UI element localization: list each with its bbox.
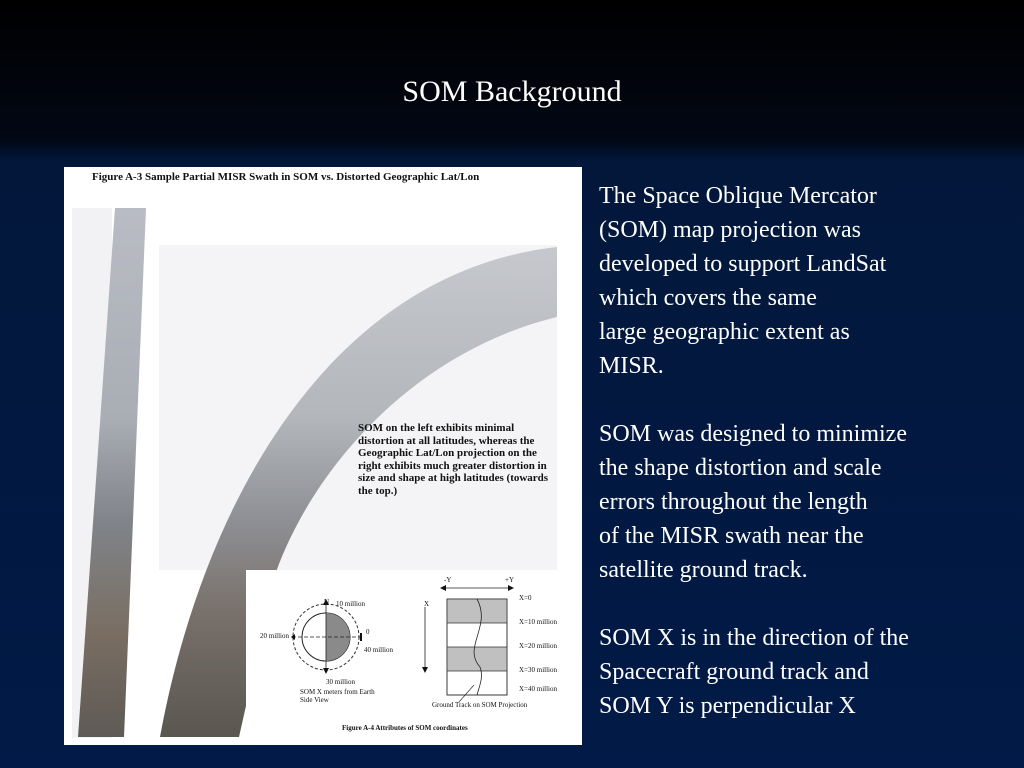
label-pos-y: +Y xyxy=(505,576,515,584)
label-x30: X=30 million xyxy=(519,666,557,674)
label-x10: X=10 million xyxy=(519,618,557,626)
body-text xyxy=(599,179,1009,757)
paragraph-som-axes: SOM X is in the direction of the Spacecraft ground track and SOM Y is perpendicular X xyxy=(599,625,909,719)
label-x40: X=40 million xyxy=(519,685,557,693)
slide-title: SOM Background xyxy=(402,75,622,108)
inset-caption: Figure A-4 Attributes of SOM coordinates xyxy=(342,724,468,732)
label-30-million: 30 million xyxy=(326,678,355,686)
label-neg-y: -Y xyxy=(444,576,452,584)
label-zero: 0 xyxy=(366,628,370,636)
misr-swath-figure xyxy=(64,167,582,745)
label-20-million: 20 million xyxy=(260,632,289,640)
label-x0: X=0 xyxy=(519,594,532,602)
label-40-million: 40 million xyxy=(364,646,393,654)
figure-title: Figure A-3 Sample Partial MISR Swath in SOM vs. Distorted Geographic Lat/Lon xyxy=(92,171,480,183)
label-x-axis: X xyxy=(424,600,430,608)
figure-caption: SOM on the left exhibits minimal distortion at all latitudes, whereas the Geographic Lat/Lon projection on the right exhibits much greater distortion in size and shape at high latitudes (towards the top.) xyxy=(358,422,549,497)
paragraph-som-intro: The Space Oblique Mercator (SOM) map projection was developed to support LandSat which covers the same large geographic extent as MISR. xyxy=(599,183,887,379)
label-side-view: SOM X meters from Earth Side View xyxy=(300,688,375,704)
label-10-million: 10 million xyxy=(336,600,365,608)
label-x20: X=20 million xyxy=(519,642,557,650)
label-north: N xyxy=(324,598,330,606)
label-ground-track: Ground Track on SOM Projection xyxy=(432,701,528,709)
paragraph-som-design: SOM was designed to minimize the shape distortion and scale errors throughout the length of the MISR swath near the satellite ground track. xyxy=(599,421,907,583)
